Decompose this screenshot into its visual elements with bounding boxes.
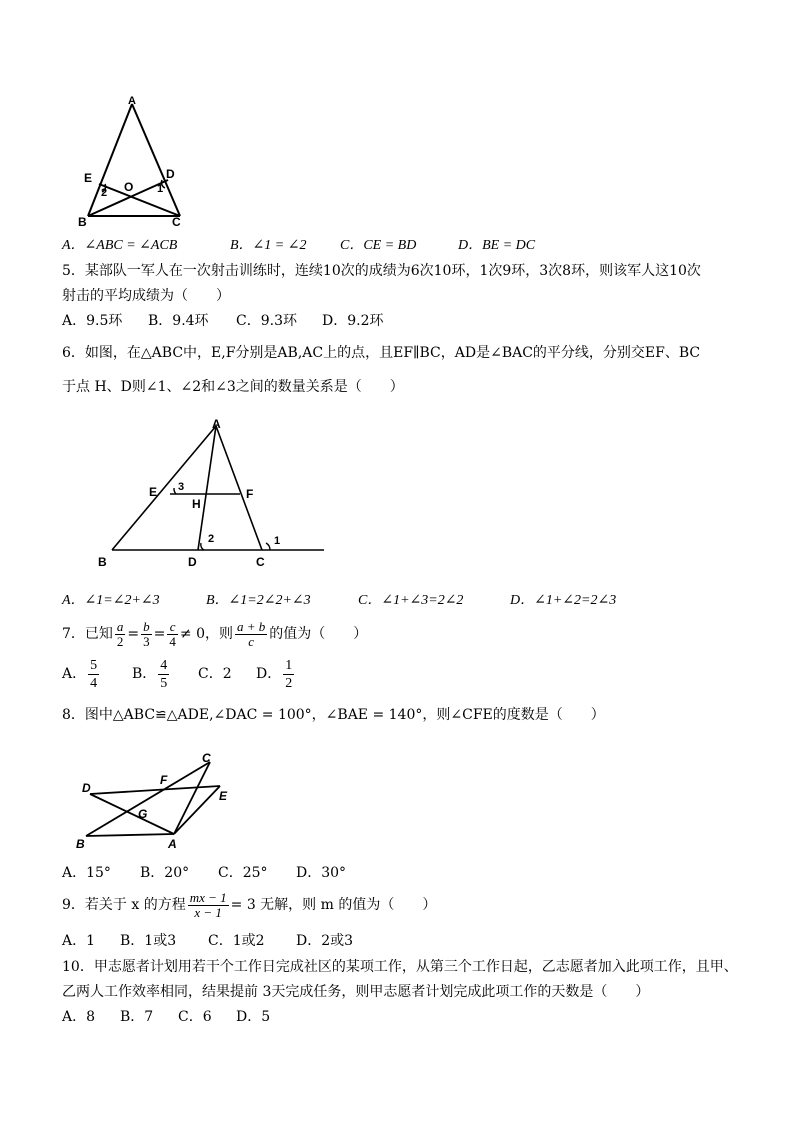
q5-option-d[interactable]: D．9.2环: [322, 313, 384, 329]
fraction-mx-minus-1-over-x-minus-1: $\frac{mx - 1}{x - 1}$: [189, 889, 227, 920]
label-f: F: [160, 773, 168, 787]
q8-option-d[interactable]: D．30°: [296, 865, 347, 881]
label-angle-1: 1: [274, 535, 281, 547]
q5-option-c[interactable]: C．9.3环: [236, 313, 297, 329]
q10-text-line2: 乙两人工作效率相同，结果提前 3天完成任务，则甲志愿者计划完成此项工作的天数是（ ）: [62, 984, 650, 1000]
label-e: E: [219, 789, 228, 803]
q9-option-b[interactable]: B．1或3: [120, 933, 177, 949]
q9-option-a[interactable]: A．1: [62, 933, 96, 949]
segment-da: [90, 794, 174, 834]
q7-text: 7．已知 $\frac{a}{2}$ = $\frac{b}{3}$ = $\frac{c}{4}$ ≠ 0，则 $\frac{a + b}{c}$ 的值为（ ）: [62, 618, 368, 649]
q6-text-line1: 6．如图，在△ABC中，E,F分别是AB,AC上的点，且EF∥BC，AD是∠BAC的平分线，分别交EF、BC: [62, 345, 701, 361]
fraction-a-over-2: $\frac{a}{2}$: [116, 618, 124, 649]
fraction-c-over-4: $\frac{c}{4}$: [169, 618, 176, 649]
q4-options: [62, 236, 535, 255]
q9-options: [62, 932, 353, 950]
label-e: E: [84, 171, 93, 185]
label-f: F: [246, 487, 254, 501]
label-c: C: [172, 215, 181, 229]
q10-option-c[interactable]: C．6: [178, 1009, 212, 1025]
label-c: C: [256, 555, 265, 569]
label-o: O: [124, 180, 134, 194]
label-angle-1: 1: [157, 183, 164, 195]
q7-option-b[interactable]: B． $\frac{4}{5}$: [132, 657, 168, 691]
label-a: A: [168, 837, 177, 850]
label-angle-2: 2: [101, 187, 108, 199]
fraction-a-plus-b-over-c: $\frac{a + b}{c}$: [236, 618, 266, 649]
label-angle-2: 2: [208, 533, 215, 545]
q4-option-b[interactable]: B．∠1 = ∠2: [230, 238, 307, 253]
label-d: D: [188, 555, 197, 569]
label-d: D: [82, 781, 91, 795]
triangle-figure-q4: [76, 92, 196, 232]
q8-options: [62, 864, 346, 882]
q7-options: [62, 656, 296, 692]
label-a: A: [128, 95, 136, 107]
label-b: B: [76, 837, 85, 850]
q7-option-c[interactable]: C．2: [198, 666, 232, 682]
q4-option-c[interactable]: C．CE = BD: [340, 238, 417, 253]
q8-text: 8．图中△ABC≌△ADE,∠DAC = 100°，∠BAE = 140°，则∠CFE的度数是（ ）: [62, 707, 605, 723]
label-a: A: [212, 417, 221, 431]
label-e: E: [149, 485, 158, 499]
q4-option-a[interactable]: A．∠ABC = ∠ACB: [62, 238, 178, 253]
q6-options: [62, 591, 616, 610]
q5-text-line2: 射击的平均成绩为（ ）: [62, 288, 230, 304]
q10-text-line1: 10．甲志愿者计划用若干个工作日完成社区的某项工作，从第三个工作日起，乙志愿者加入此项工作，且甲、: [62, 959, 738, 975]
q5-option-a[interactable]: A．9.5环: [62, 313, 123, 329]
q6-text-line2: 于点 H、D则∠1、∠2和∠3之间的数量关系是（ ）: [62, 379, 404, 395]
q5-option-b[interactable]: B．9.4环: [148, 313, 209, 329]
q6-option-c[interactable]: C．∠1+∠3=2∠2: [358, 593, 464, 608]
triangle-figure-q6: [92, 412, 332, 572]
q7-option-d[interactable]: D． $\frac{1}{2}$: [256, 657, 293, 691]
label-b: B: [98, 555, 107, 569]
q8-option-b[interactable]: B．20°: [140, 865, 190, 881]
q6-option-d[interactable]: D．∠1+∠2=2∠3: [510, 593, 617, 608]
q10-option-d[interactable]: D．5: [236, 1009, 271, 1025]
q8-option-a[interactable]: A．15°: [62, 865, 111, 881]
q9-option-c[interactable]: C．1或2: [208, 933, 265, 949]
q7-neq: ≠ 0，则: [179, 626, 233, 642]
label-c: C: [202, 751, 211, 765]
q9-suffix: = 3 无解，则 m 的值为（ ）: [230, 897, 437, 913]
q7-suffix: 的值为（ ）: [269, 626, 368, 642]
segment-ba: [86, 834, 174, 836]
q10-option-a[interactable]: A．8: [62, 1009, 96, 1025]
label-angle-3: 3: [178, 481, 185, 493]
q5-text-line1: 5．某部队一军人在一次射击训练时，连续10次的成绩为6次10环，1次9环，3次8环，则该军人这10次: [62, 263, 701, 279]
label-b: B: [78, 215, 87, 229]
q8-option-c[interactable]: C．25°: [218, 865, 268, 881]
q6-option-a[interactable]: A．∠1=∠2+∠3: [62, 593, 160, 608]
segment-ae: [174, 786, 220, 834]
q5-options: [62, 312, 384, 330]
segment-ac: [216, 426, 262, 550]
segment-de: [90, 786, 220, 794]
congruent-triangles-figure-q8: [74, 748, 244, 850]
q4-option-d[interactable]: D．BE = DC: [458, 238, 536, 253]
q10-option-b[interactable]: B．7: [120, 1009, 154, 1025]
label-h: H: [192, 497, 201, 511]
q7-prefix: 7．已知: [62, 626, 113, 642]
q9-option-d[interactable]: D．2或3: [296, 933, 354, 949]
q9-text: [62, 886, 436, 924]
label-g: G: [138, 807, 148, 821]
q6-option-b[interactable]: B．∠1=2∠2+∠3: [206, 593, 311, 608]
q7-option-a[interactable]: A． $\frac{5}{4}$: [62, 657, 98, 691]
fraction-b-over-3: $\frac{b}{3}$: [143, 618, 150, 649]
label-d: D: [166, 167, 175, 181]
q9-prefix: 9．若关于 x 的方程: [62, 897, 186, 913]
q10-options: [62, 1008, 270, 1026]
